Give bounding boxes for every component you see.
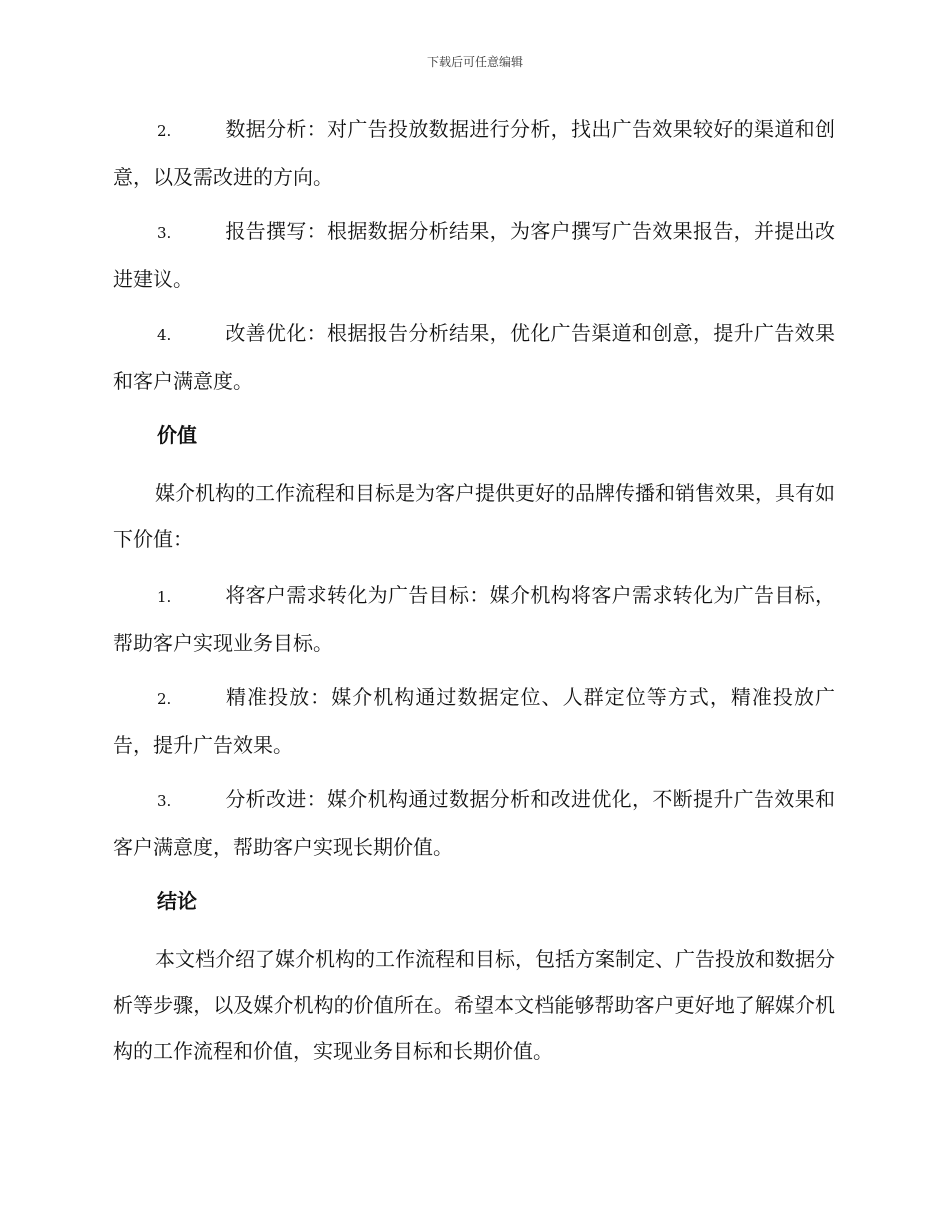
list-item-text: 改善优化：根据报告分析结果，优化广告渠道和创意，提升广告效果和客户满意度。 (113, 321, 835, 393)
list-item-text: 将客户需求转化为广告目标：媒介机构将客户需求转化为广告目标，帮助客户实现业务目标。 (113, 583, 835, 655)
list-item-number: 3. (157, 224, 172, 242)
section-heading-value: 价值 (157, 423, 197, 447)
list-item (113, 776, 835, 870)
list-item-text: 分析改进：媒介机构通过数据分析和改进优化，不断提升广告效果和客户满意度，帮助客户实现长期价值。 (113, 787, 835, 859)
list-item-text: 数据分析：对广告投放数据进行分析，找出广告效果较好的渠道和创意，以及需改进的方向。 (113, 117, 835, 189)
page-header: 下载后可任意编辑 (426, 55, 523, 69)
list-item (113, 674, 835, 768)
list-item-number: 2. (157, 690, 172, 708)
list-item-number: 4. (157, 326, 172, 344)
list-item-number: 3. (157, 792, 172, 810)
list-item (113, 572, 835, 666)
list-item (113, 208, 835, 302)
list-item (113, 106, 835, 200)
conclusion-paragraph: 本文档介绍了媒介机构的工作流程和目标，包括方案制定、广告投放和数据分析等步骤，以及媒介机构的价值所在。希望本文档能够帮助客户更好地了解媒介机构的工作流程和价值，实现业务目标和长期价值。 (113, 947, 835, 1063)
list-item (113, 310, 835, 404)
section-heading-conclusion: 结论 (157, 889, 197, 913)
list-item-text: 精准投放：媒介机构通过数据定位、人群定位等方式，精准投放广告，提升广告效果。 (113, 685, 835, 757)
list-item-number: 1. (157, 588, 172, 606)
value-intro-paragraph: 媒介机构的工作流程和目标是为客户提供更好的品牌传播和销售效果，具有如下价值： (113, 481, 835, 551)
list-item-number: 2. (157, 122, 172, 140)
list-item-text: 报告撰写：根据数据分析结果，为客户撰写广告效果报告，并提出改进建议。 (113, 219, 835, 291)
